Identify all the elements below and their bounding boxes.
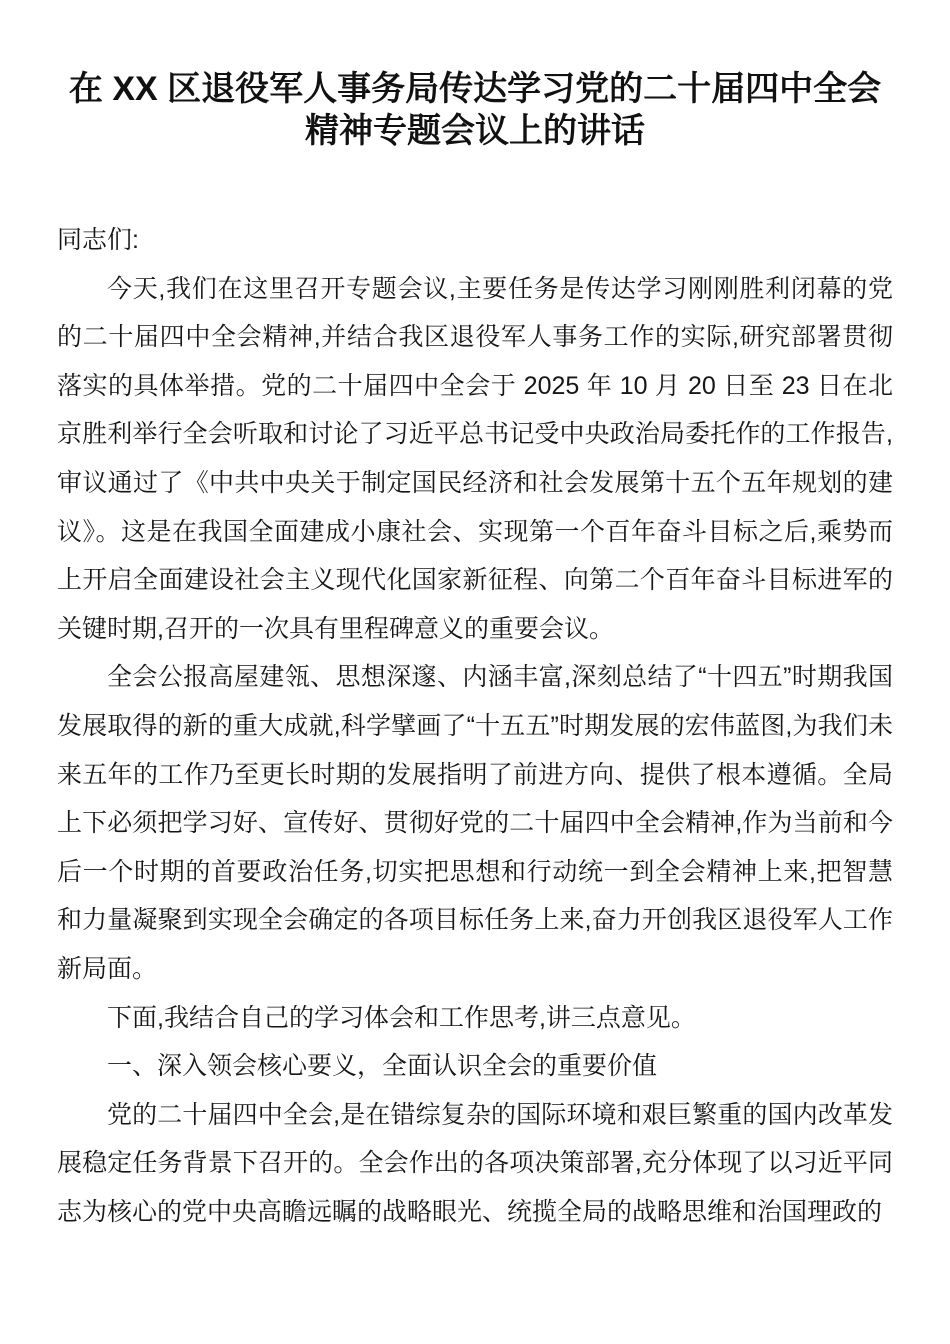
document-title: 在 XX 区退役军人事务局传达学习党的二十届四中全会精神专题会议上的讲话 <box>68 70 882 150</box>
paragraph: 今天,我们在这里召开专题会议,主要任务是传达学习刚刚胜利闭幕的党的二十届四中全会精神,并结合我区退役军人事务工作的实际,研究部署贯彻落实的具体举措。党的二十届四中全会于 2025 年 10 月 20 日至 23 日在北京胜利举行全会听取和讨论了习近平总书记受中央政治局委托作的工作报告,审议通过了《中共中央关于制定国民经济和社会发展第十五个五年规划的建议》。这是在我国全面建成小康社会、实现第一个百年奋斗目标之后,乘势而上开启全面建设社会主义现代化国家新征程、向第二个百年奋斗目标进军的关键时期,召开的一次具有里程碑意义的重要会议。 <box>57 274 893 643</box>
salutation: 同志们: <box>57 226 139 254</box>
paragraph: 全会公报高屋建瓴、思想深邃、内涵丰富,深刻总结了“十四五”时期我国发展取得的新的重大成就,科学擘画了“十五五”时期发展的宏伟蓝图,为我们未来五年的工作乃至更长时期的发展指明了前进方向、提供了根本遵循。全局上下必须把学习好、宣传好、贯彻好党的二十届四中全会精神,作为当前和今后一个时期的首要政治任务,切实把思想和行动统一到全会精神上来,把智慧和力量凝聚到实现全会确定的各项目标任务上来,奋力开创我区退役军人工作新局面。 <box>57 663 893 983</box>
document-body <box>57 216 893 1236</box>
paragraph: 党的二十届四中全会,是在错综复杂的国际环境和艰巨繁重的国内改革发展稳定任务背景下召开的。全会作出的各项决策部署,充分体现了以习近平同志为核心的党中央高瞻远瞩的战略眼光、统揽全局的战略思维和治国理政的 <box>57 1100 893 1226</box>
paragraph: 下面,我结合自己的学习体会和工作思考,讲三点意见。 <box>107 1003 696 1032</box>
section-heading: 一、深入领会核心要义，全面认识全会的重要价值 <box>107 1052 658 1081</box>
